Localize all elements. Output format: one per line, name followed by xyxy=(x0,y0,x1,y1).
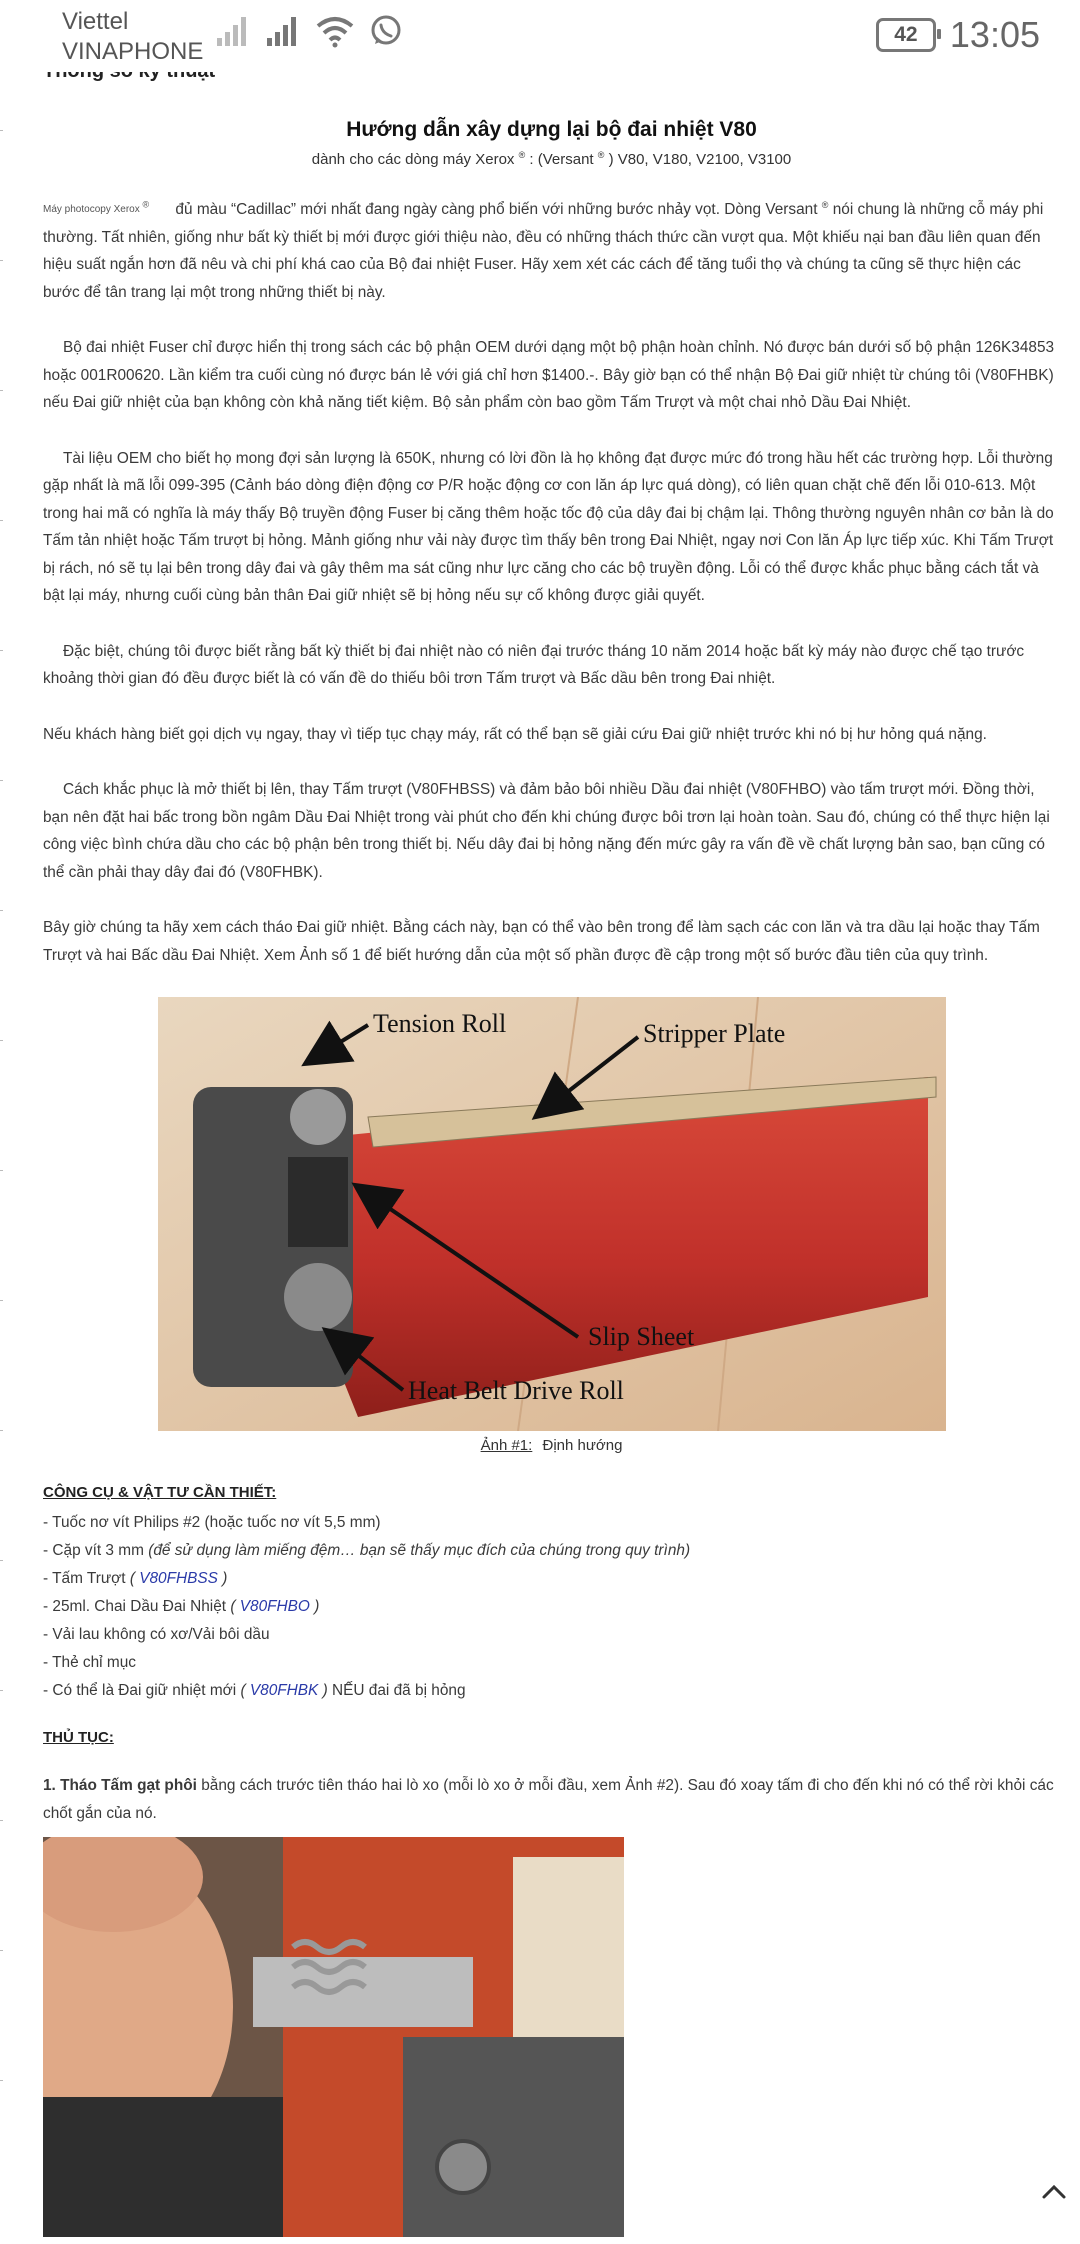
list-item: - Cặp vít 3 mm (để sử dụng làm miếng đệm… bạn sẽ thấy mục đích của chúng trong quy trình) xyxy=(43,1542,691,1560)
scroll-to-top-button[interactable] xyxy=(1034,2172,1074,2212)
spring-removal-photo[interactable] xyxy=(43,1837,624,2237)
registered-mark: ® xyxy=(518,150,526,160)
clock: 13:05 xyxy=(949,14,1040,55)
carrier-name-1: Viettel xyxy=(62,8,129,35)
tools-heading: CÔNG CỤ & VẬT TƯ CẦN THIẾT: xyxy=(43,1484,277,1502)
wifi-icon xyxy=(315,14,355,48)
list-item: - Vải lau không có xơ/Vải bôi dầu xyxy=(43,1626,270,1644)
subtitle-post: ) V80, V180, V2100, V3100 xyxy=(608,151,792,168)
signal-icon xyxy=(265,14,301,48)
list-item: - Tấm Trượt ( V80FHBSS ) xyxy=(43,1570,228,1588)
label-heat-belt-drive-roll: Heat Belt Drive Roll xyxy=(407,1376,624,1406)
image-alt-label: Máy photocopy Xerox ® xyxy=(43,200,150,216)
procedure-step-1: 1. Tháo Tấm gạt phôi bằng cách trước tiên tháo hai lò xo (mỗi lò xo ở mỗi đầu, xem Ảnh #2). Sau đó xoay tấm đi cho đến khi nó có thể rời khỏi các chốt gắn của nó. xyxy=(43,1777,1054,1822)
caption-label: Ảnh #1: xyxy=(480,1437,533,1455)
status-bar xyxy=(0,0,1080,72)
list-item: - Tuốc nơ vít Philips #2 (hoặc tuốc nơ vít 5,5 mm) xyxy=(43,1514,381,1532)
article-subtitle xyxy=(43,150,1060,168)
product-link-v80fhbo[interactable]: V80FHBO xyxy=(239,1598,310,1616)
photo1-caption xyxy=(43,1437,1060,1454)
paragraph-fix: Cách khắc phục là mở thiết bị lên, thay Tấm trượt (V80FHBSS) và đảm bảo bôi nhiều Dầu đai nhiệt (V80FHBO) vào tấm trượt mới. Đồng thời, bạn nên đặt hai bấc trong bồn ngâm Dầu Đai Nhiệt trong vài phút cho đến khi chúng được bôi trơn lại hoàn toàn. Sau đó, chúng có thể thực hiện lại công việc bình chứa dầu cho các bộ phận bên trong thiết bị. Nếu dây đai bị hỏng nặng đến mức gây ra vấn đề về chất lượng bản sao, bạn cũng có thể cần phải thay dây đai đó (V80FHBK). xyxy=(43,781,1050,881)
registered-mark: ® xyxy=(597,150,605,160)
product-link-v80fhbss[interactable]: V80FHBSS xyxy=(139,1570,218,1588)
list-item: - Có thể là Đai giữ nhiệt mới ( V80FHBK ) NẾU đai đã bị hỏng xyxy=(43,1682,466,1700)
caption-text: Định hướng xyxy=(542,1437,623,1455)
signal-icon xyxy=(215,14,251,48)
page-edge-marks xyxy=(0,0,4,2244)
subtitle-pre: dành cho các dòng máy Xerox xyxy=(311,151,515,168)
paragraph-service: Nếu khách hàng biết gọi dịch vụ ngay, thay vì tiếp tục chạy máy, rất có thể bạn sẽ giải cứu Đai giữ nhiệt trước khi nó bị hư hỏng quá nặng. xyxy=(43,725,987,743)
list-item: - 25ml. Chai Dầu Đai Nhiệt ( V80FHBO ) xyxy=(43,1598,320,1616)
procedure-heading: THỦ TỤC: xyxy=(43,1729,114,1747)
label-stripper-plate: Stripper Plate xyxy=(642,1019,785,1049)
paragraph-errors: Tài liệu OEM cho biết họ mong đợi sản lượng là 650K, nhưng có lời đồn là họ không đạt được mức đó trong hầu hết các trường hợp. Lỗi thường gặp nhất là mã lỗi 099-395 (Cảnh báo dòng điện động cơ P/R hoặc động cơ con lăn áp lực quá dòng), có liên quan chặt chẽ đến lỗi 010-613. Một trong hai mã có nghĩa là máy thấy Bộ truyền động Fuser bị căng thêm hoặc tốc độ của dây đai bị chậm lại. Thông thường nguyên nhân cơ bản là do Tấm tản nhiệt hoặc Tấm trượt bị hỏng. Mảnh giống như vải này được tìm thấy bên trong Đai Nhiệt, ngay nơi Con lăn Áp lực tiếp xúc. Khi Tấm Trượt bị rách, nó sẽ tụ lại bên trong dây đai và gây thêm ma sát cũng như lực căng cho các bộ truyền động. Lỗi có thể được khắc phục bằng cách tắt và bật lại máy, nhưng cuối cùng bản thân Đai giữ nhiệt sẽ bị hỏng nếu sự cố không được giải quyết. xyxy=(43,449,1054,605)
paragraph-history: Đặc biệt, chúng tôi được biết rằng bất kỳ thiết bị đai nhiệt nào có niên đại trước tháng 10 năm 2014 hoặc bất kỳ máy nào được chế tạo trước khoảng thời gian đó đều được biết là có vấn đề do thiếu bôi trơn Tấm trượt và Bấc dầu bên trong Đai nhiệt. xyxy=(43,642,1025,688)
paragraph-intro: $^{Máy photocopy Xerox ^®}$ đủ màu “Cadillac” mới nhất đang ngày càng phổ biến với những bước nhảy vọt. Dòng Versant ® nói chung là những cỗ máy phi thường. Tất nhiên, giống như bất kỳ thiết bị mới được giới thiệu nào, đều có những thách thức cần vượt qua. Một khiếu nại ban đầu liên quan đến hiệu suất ngắn hơn đã nêu và chi phí khá cao của Bộ đai nhiệt Fuser. Hãy xem xét các cách để tăng tuổi thọ và chúng ta cũng sẽ thực hiện các bước để tân trang lại một trong những thiết bị này. xyxy=(43,200,1044,301)
article-content xyxy=(43,118,1060,2237)
list-item: - Thẻ chỉ mục xyxy=(43,1654,136,1672)
whatsapp-icon xyxy=(369,14,403,48)
product-link-v80fhbk[interactable]: V80FHBK xyxy=(249,1682,319,1700)
paragraph-removal: Bây giờ chúng ta hãy xem cách tháo Đai giữ nhiệt. Bằng cách này, bạn có thể vào bên trong để làm sạch các con lăn và tra dầu lại hoặc thay Tấm Trượt và hai Bấc dầu Đai Nhiệt. Xem Ảnh số 1 để biết hướng dẫn của một số phần được đề cập trong một số bước đầu tiên của quy trình. xyxy=(43,919,1040,964)
paragraph-parts: Bộ đai nhiệt Fuser chỉ được hiển thị trong sách các bộ phận OEM dưới dạng một bộ phận hoàn chỉnh. Nó được bán dưới số bộ phận 126K34853 hoặc 001R00620. Lần kiểm tra cuối cùng nó được bán lẻ với giá chỉ hơn $1400.-. Bây giờ bạn có thể nhận Bộ Đai giữ nhiệt từ chúng tôi (V80FHBK) nếu Đai giữ nhiệt của bạn không còn khả năng tiết kiệm. Bộ sản phẩm còn bao gồm Tấm Trượt và một chai nhỏ Dầu Đai Nhiệt. xyxy=(43,339,1055,412)
fuser-orientation-photo[interactable] xyxy=(158,997,946,1431)
tools-list xyxy=(43,1509,1060,1705)
label-slip-sheet: Slip Sheet xyxy=(587,1322,694,1352)
article-title: Hướng dẫn xây dựng lại bộ đai nhiệt V80 xyxy=(346,118,757,141)
carrier-name-2: VINAPHONE xyxy=(62,38,204,65)
subtitle-mid: : (Versant xyxy=(529,151,594,168)
label-tension-roll: Tension Roll xyxy=(372,1009,506,1039)
battery-icon: 42 xyxy=(876,18,936,52)
